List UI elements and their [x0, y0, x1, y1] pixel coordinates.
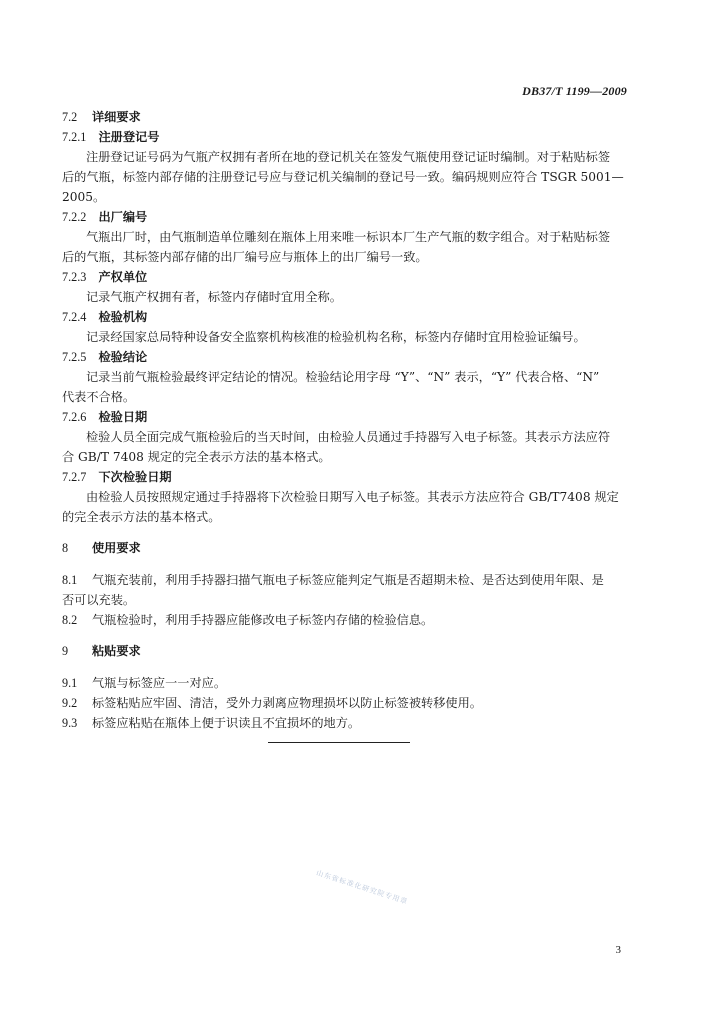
paragraph-line: 后的气瓶，标签内部存储的注册登记号应与登记机关编制的登记号一致。编码规则应符合 TSGR 5001— — [62, 170, 624, 184]
section-title: 检验机构 — [98, 310, 148, 324]
section-number: 7.2.3 — [62, 270, 87, 284]
clause-8-1-continuation: 否可以充装。 — [62, 593, 136, 607]
section-number: 8 — [62, 541, 69, 555]
clause-text: 气瓶与标签应一一对应。 — [92, 676, 227, 690]
paragraph-line: 记录当前气瓶检验最终评定结论的情况。检验结论用字母 “Y”、“N” 表示，“Y” 代表合格、“N” — [86, 370, 600, 384]
section-8-heading — [62, 538, 632, 558]
section-title: 出厂编号 — [98, 210, 148, 224]
clause-9-1 — [62, 673, 632, 693]
watermark-stamp: 山东省标准化研究院专用章 — [315, 868, 409, 907]
clause-number: 8.1 — [62, 573, 78, 587]
paragraph-line: 合 GB/T 7408 规定的完全表示方法的基本格式。 — [62, 450, 331, 464]
clause-number: 9.2 — [62, 696, 78, 710]
section-number: 7.2.6 — [62, 410, 87, 424]
paragraph-line: 的完全表示方法的基本格式。 — [62, 510, 221, 524]
section-7-2-7-heading — [62, 467, 632, 487]
section-7-2-6-heading — [62, 407, 632, 427]
page-number: 3 — [615, 944, 621, 956]
paragraph-line: 气瓶出厂时，由气瓶制造单位雕刻在瓶体上用来唯一标识本厂生产气瓶的数字组合。对于粘贴标签 — [86, 230, 611, 244]
section-title: 检验日期 — [98, 410, 148, 424]
section-title: 使用要求 — [92, 541, 141, 555]
paragraph-line: 记录经国家总局特种设备安全监察机构核准的检验机构名称，标签内存储时宜用检验证编号。 — [86, 330, 586, 344]
section-number: 7.2.2 — [62, 210, 87, 224]
end-of-document-rule — [268, 742, 410, 743]
section-title: 产权单位 — [98, 270, 148, 284]
section-number: 9 — [62, 644, 69, 658]
paragraph-line: 后的气瓶，其标签内部存储的出厂编号应与瓶体上的出厂编号一致。 — [62, 250, 428, 264]
paragraph-line: 代表不合格。 — [62, 390, 136, 404]
paragraph-line: 检验人员全面完成气瓶检验后的当天时间，由检验人员通过手持器写入电子标签。其表示方法应符 — [86, 430, 611, 444]
section-title: 粘贴要求 — [92, 644, 141, 658]
section-7-2-2-heading — [62, 207, 632, 227]
paragraph-line: 由检验人员按照规定通过手持器将下次检验日期写入电子标签。其表示方法应符合 GB/T7408 规定 — [86, 490, 619, 504]
clause-9-2 — [62, 693, 632, 713]
paragraph-line: 记录气瓶产权拥有者，标签内存储时宜用全称。 — [86, 290, 342, 304]
clause-8-1 — [62, 570, 632, 590]
section-7-2-5-heading — [62, 347, 632, 367]
clause-9-3 — [62, 713, 632, 733]
clause-number: 9.3 — [62, 716, 78, 730]
section-9-heading — [62, 641, 632, 661]
section-title: 注册登记号 — [98, 130, 160, 144]
section-number: 7.2 — [62, 110, 78, 124]
section-number: 7.2.5 — [62, 350, 87, 364]
paragraph-line: 注册登记证号码为气瓶产权拥有者所在地的登记机关在签发气瓶使用登记证时编制。对于粘贴标签 — [86, 150, 611, 164]
standard-code: DB37/T 1199—2009 — [522, 84, 627, 98]
section-title: 检验结论 — [98, 350, 148, 364]
section-7-2-3-heading — [62, 267, 632, 287]
clause-text: 标签应粘贴在瓶体上便于识读且不宜损坏的地方。 — [92, 716, 361, 730]
section-7-2-heading — [62, 107, 632, 127]
clause-number: 9.1 — [62, 676, 78, 690]
paragraph-line: 2005。 — [62, 190, 106, 204]
clause-text: 气瓶检验时，利用手持器应能修改电子标签内存储的检验信息。 — [92, 613, 434, 627]
section-title: 详细要求 — [92, 110, 141, 124]
clause-number: 8.2 — [62, 613, 78, 627]
section-7-2-4-heading — [62, 307, 632, 327]
section-number: 7.2.1 — [62, 130, 87, 144]
section-7-2-1-heading — [62, 127, 632, 147]
clause-text: 气瓶充装前，利用手持器扫描气瓶电子标签应能判定气瓶是否超期未检、是否达到使用年限、是 — [92, 573, 604, 587]
document-body — [62, 107, 632, 733]
clause-8-2 — [62, 610, 632, 630]
section-number: 7.2.7 — [62, 470, 87, 484]
section-title: 下次检验日期 — [98, 470, 172, 484]
section-number: 7.2.4 — [62, 310, 87, 324]
clause-text: 标签粘贴应牢固、清洁，受外力剥离应物理损坏以防止标签被转移使用。 — [92, 696, 482, 710]
